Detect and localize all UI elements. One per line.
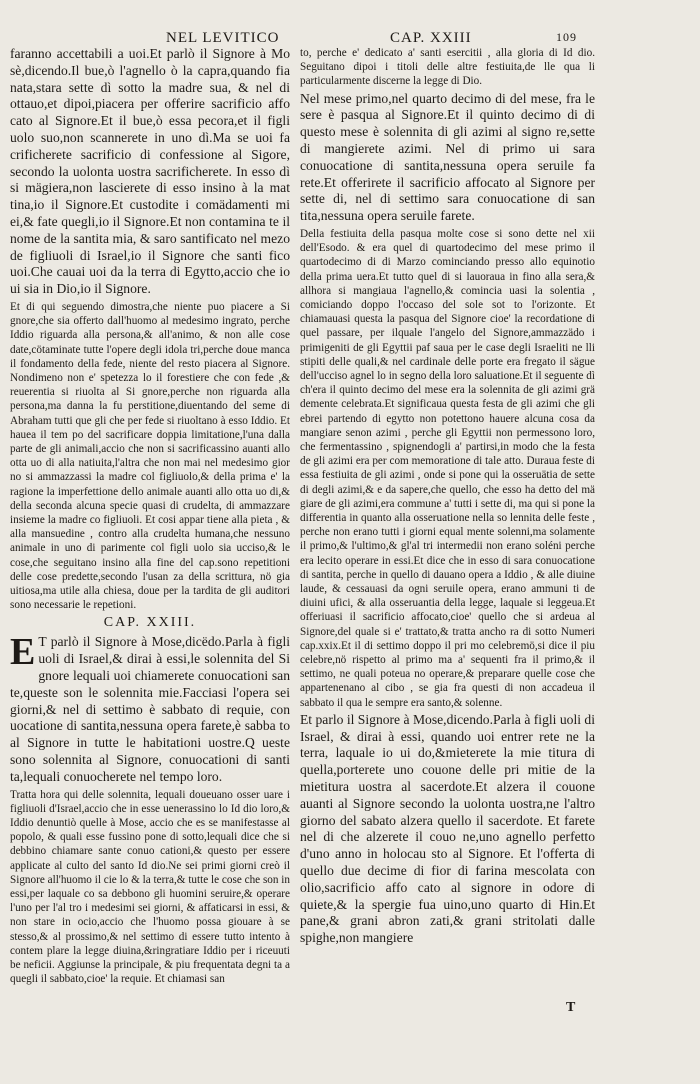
- right-column: [300, 46, 595, 1006]
- commentary-paragraph: Et di qui seguendo dimostra,che niente puo piacere a Si gnore,che sia offerto dall'huomo al medesimo ingrato, perche Iddio riguarda alla persona,& all'animo, & non alle cose date,cötaminate tutte l'opere degli idola tri,perche doue manca il fondamento della fede, niente del resto piacera al Signore. Nondimeno non e' spetezza lo il forestiere che con fede ,& reuerentia si riuolta al Si gnore,perche non riguarda alla persona,ma danna la fu perstitione,diuentando del seme di Abraham tutti que gli che per fede si riuoltano à esso Iddio. Et hauea il tem po del sacrificare doppia limitatione,l'una dalla parte de gli animali,accio che non si sacrificassino auanti allo otta uo di alla natiuita,l'altra che non mai nel medesimo gior no si ammazzassi la madre col figliuolo,& della prima e' la ragione la imperfettione dello animale auanti allo otta uo di,& della seconda alcuna specie quasi di crudelta, di ammazzare insieme la madre co figliuoli. Et cosi appar tiene alla pieta , & alla mansuedine , contro alla crudelta humana,che nessuno animale in uno di parimente col figli uolo sia ucciso,& le cose,che seguitano insino alla fine del cap.sono repetitioni delle cose predette,secondo l'usan za della scrittura, nö gia uitiosa,ma utile alla chiesa, doue per la tardita de gli auditori sono necessarie le repetioni.: [10, 300, 290, 612]
- chapter-heading: CAP. XXIII.: [103, 615, 197, 631]
- commentary-paragraph: Tratta hora qui delle solennita, lequali doueuano osser uare i figliuoli d'Israel,accio che in esse uenerassino lo Id dio loro,& Iddio denuntiò quelle à Mose, accio che es se manifestasse al popolo, & quali esse fussino pone di sotto,lequali dice che si debbino chiamare sante conuo cationi,& questo per essere applicate al culto del santo Id dio.Ne sei primi giorni creò il Signore all'huomo il cie lo & la terra,& tutte le cose che son in essi,per laquale co sa debbono gli huomini seruire,& operare l'uno per l'al tro i medesimi sei giorni, & affaticarsi in essi, & non stare in ocio,accio che l'huomo possa giouare à se stesso,& al prossimo,& nel settimo di essere tutto intento à contem plare la legge diuina,&ringratiare Iddio per i riceuuti be neficii. Aggiunse la principale, & piu frequentata degni ta a quegli il sabbato,cioe' la requie. Et chiamasi san: [10, 788, 290, 986]
- commentary-paragraph: to, perche e' dedicato a' santi esercitii , alla gloria di Id dio. Seguitano dipoi i titoli delle altre festiuita,de lle qua li particularmente discerne la legge di Dio.: [300, 47, 595, 88]
- scripture-paragraph-chapter-opening: [10, 631, 290, 785]
- running-head-book-title: NEL LEVITICO: [166, 30, 280, 46]
- signature-mark: T: [566, 1000, 576, 1015]
- scripture-paragraph: Et parlo il Signore à Mose,dicendo.Parla à figli uoli di Israel, & dirai à essi, quando uoi entrer rete ne la terra, laquale io ui do,&mieterete la mie titura di quella,porterete uno couone delle pri mitie de la mietitura uostra al sacerdote.Et alzera il couone auanti al Signore secondo la uolonta uostra,ne l'altro giorno del sabato alzera quello il sacerdote. Et farete nel di che alzerete il couo ne,uno agnello perfetto d'uno anno in holocau sto al Signore. Et l'offerta di quello due decime di fior di farina mescolata con olio,sacrificio affo cato al signore in odore di quiete,& la spergie fua uino,uno quarto di Hin.Et pane,& grani abron zati,& grani stritolati dalle spighe,non mangiere: [300, 711, 595, 946]
- chapter-opening-text: T parlò il Signore à Mose,dicëdo.Parla à figli uoli di Israel,& dirai à essi,le solennita del Si gnore lequali uoi chiamerete conuocationi san te,queste son le solennita mie.Facciasi l'opera sei giorni,& nel di settimo è sabbato di requie, con uocatione di santita,nessuna opera farete,è sabba to al Signore in tutte le habitationi uostre.Q ueste sono solennita al Signore, conuocationi di santi ta,lequali conuocherete nel tempo loro.: [10, 634, 290, 784]
- scripture-paragraph: Nel mese primo,nel quarto decimo di del mese, fra le sere è pasqua al Signore.Et il quinto decimo di di questo mese è solennita di gli azimi al signo re,sette di mangierete azimi. Nel di primo ui sara conuocatione di santita,nessuna opera seruile fa rete.Et offerirete il sacrificio affocato al Signore per sette di, nel di settimo sara conuocatione di san tita,nessuna opera seruile farete.: [300, 90, 595, 224]
- page-number: 109: [556, 30, 577, 44]
- commentary-paragraph: Della festiuita della pasqua molte cose si sono dette nel xii dell'Esodo. & era quel di quartodecimo del mese primo il quartodecimo di di Marzo cominciando presso allo equinotio della prima uera.Et tutto quel di si lauoraua in fino alla sera,& allhora si mangiaua l'agnello,& comincia uasi la solentia , comiciando doppo l'occaso del sole sot to l'orizonte. Et chiamauasi questa la pasqua del Signore cioe' la recordatione di quel passare, per ilquale l'angelo del Signore,ammazzädo i primigeniti de gli Egyttii paf saua per le case degli Israeliti ne lli stipiti delle quali,& nel cardinale delle porte era fregato il sägue dell'ucciso agnel lo in segno della loro saluatione.Et il seguente dì ch'era il quinto decimo del mese era la solennita de gli azimi grä demente celebrata.Et significaua questa festa de gli azimi che gli ebrei partendo di egytto non potettono hauere alcuna cosa da mangiare senon azimi , perche gli Egyttii non permessono loro, che fermentassino , spignendogli a' partirsi,in modo che la festa de gli azimi era per com memoratione di tale atto. Duraua feste di essa festiuita de gli azimi , onde si pone qui la osseruätia de sette di degli azimi,& e da sapere,che quello, che esso ha detto del mä giare de gli azimi,era commune a' tutti i sette di, ma qui si pone la differentia in quanto alla osseruatione nella so lennita delle feste , perche non erano tutti i giorni equal mente solenni,ma solamente il primo,& l'ultimo,& gl'al tri intermedii non erano soléni perche era lecito operare in essi.Et dice che in esso di sara conuocatione di santita, perche in quello di dauano opera a Iddio , & alle diuine laude, & cessauasi da ogni seruile opera, erano ammuni ti de diuini ufici, & alla osseruantia della legge, laquale si leggeua.Et offeriuasi il sacrificio affocato,cioe' quello che si ardeua al Signore,del quale si e' trattato,& tratta ancho ra di sotto Numeri cap.xxix.Et il di settimo doppo il pri mo celebremö,si dice il piu celebre,nö rispetto al primo ma a' sequenti fra il primo,& il settimo, ne quali poteua no operare,& preparare quelle cose che appartenenano al cibo , se gia fra questi di non accadeua il sabbato il qua le sempre era santo,& solenne.: [300, 227, 595, 709]
- scripture-paragraph: faranno accettabili a uoi.Et parlò il Signore à Mo sè,dicendo.Il bue,ò l'agnello ò la capra,quando fia nata,stara sette dì sotto la madre sua, & nel di ottauo,et dipoi,piacera per offerire sacrificio affo cato al Signore.Et il bue,ò essa pecora,et il figli uolo suo,non scannerete in uno dì.Ma se uoi fa crificherete sacrificio di confessione al Sigore, secondo la uolonta uostra sacrificherete. In esso dì si mägiera,non lascierete di esso insino à la mat tina,io il Signore.Et custodite i comädamenti mi ei,& fate quegli,io il Signore.Et non contamina te il nome de la santita mia, & saro santificato nel mezo de figliuoli di Israel,io il Signore che santi fico uoi.Che cauai uoi da la terra di Egytto,accio che io ui sia in Dio,io il Signore.: [10, 46, 290, 297]
- drop-cap: E: [10, 631, 36, 674]
- left-column: [10, 46, 290, 1006]
- running-head-chapter: CAP. XXIII: [390, 30, 472, 46]
